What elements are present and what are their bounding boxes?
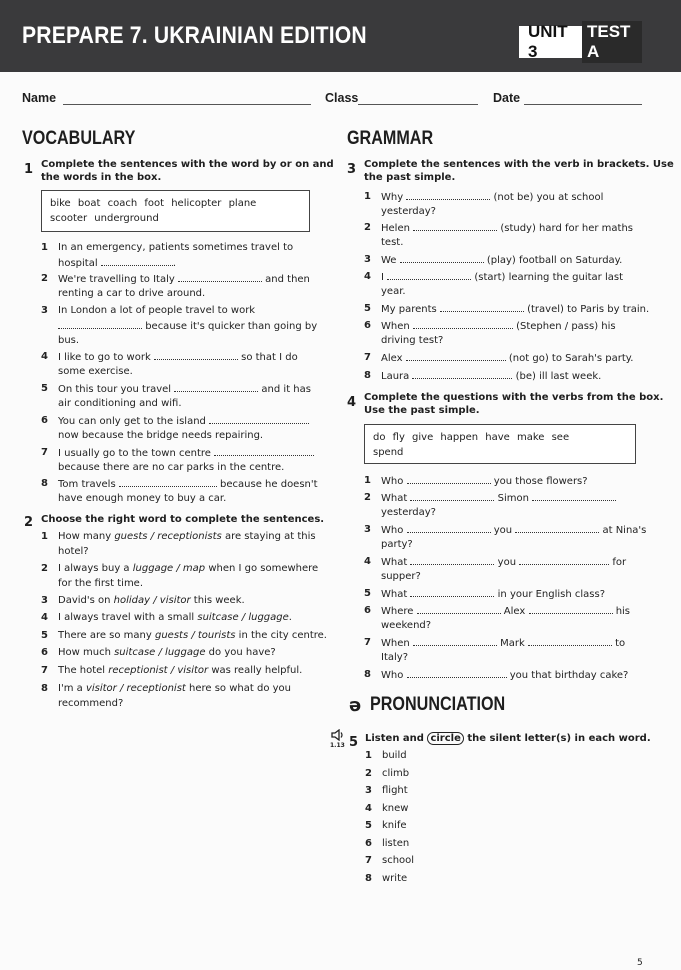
answer-blank[interactable]	[406, 351, 506, 361]
answer-blank[interactable]	[400, 253, 484, 263]
answer-blank[interactable]	[515, 523, 599, 533]
exercise-number: 5	[349, 735, 359, 750]
answer-blank[interactable]	[519, 555, 609, 565]
exercise-instructions: Complete the sentences with the verb in brackets. Use the past simple.	[364, 159, 674, 183]
answer-blank[interactable]	[387, 270, 471, 280]
word-choice[interactable]: guests / tourists	[154, 630, 236, 641]
class-label: Class	[325, 91, 359, 105]
pronunciation-heading: PRONUNCIATION	[370, 694, 506, 715]
unit-badge	[519, 22, 642, 61]
name-label: Name	[22, 91, 57, 105]
header-banner	[0, 0, 681, 72]
answer-blank[interactable]	[417, 604, 501, 614]
word-choice[interactable]: guests / receptionists	[114, 531, 222, 542]
answer-blank[interactable]	[209, 414, 309, 424]
answer-blank[interactable]	[413, 221, 497, 231]
date-line[interactable]	[524, 104, 642, 105]
page-number: 5	[637, 958, 643, 968]
answer-blank[interactable]	[214, 446, 314, 456]
date-label: Date	[493, 91, 521, 105]
answer-blank[interactable]	[119, 477, 217, 487]
answer-blank[interactable]	[529, 604, 613, 614]
answer-blank[interactable]	[528, 636, 612, 646]
answer-blank[interactable]	[410, 587, 494, 597]
word-choice[interactable]: holiday / visitor	[113, 595, 191, 606]
exercise-instructions: Complete the questions with the verbs from the box. Use the past simple.	[364, 392, 664, 416]
unit-label: UNIT 3	[528, 22, 568, 61]
circle-word: circle	[427, 732, 463, 745]
answer-blank[interactable]	[407, 523, 491, 533]
answer-blank[interactable]	[58, 319, 142, 329]
answer-blank[interactable]	[412, 369, 512, 379]
word-choice[interactable]: visitor / receptionist	[85, 683, 186, 694]
vocabulary-heading: VOCABULARY	[22, 128, 136, 149]
answer-blank[interactable]	[407, 474, 491, 484]
word-choice[interactable]: luggage / map	[132, 563, 206, 574]
answer-blank[interactable]	[532, 491, 616, 501]
test-label: TEST A	[582, 21, 642, 63]
word-box: bike boat coach foot helicopter plane scooter underground	[41, 190, 310, 232]
answer-blank[interactable]	[406, 190, 490, 200]
answer-blank[interactable]	[440, 302, 524, 312]
exercise-instructions: Listen and circle the silent letter(s) in each word.	[365, 733, 651, 744]
class-line[interactable]	[358, 104, 478, 105]
exercise-number: 1	[24, 162, 34, 177]
word-choice[interactable]: receptionist / visitor	[108, 665, 209, 676]
answer-blank[interactable]	[101, 256, 173, 266]
exercise-number: 2	[24, 515, 34, 530]
answer-blank[interactable]	[413, 319, 513, 329]
exercise-number: 3	[347, 162, 357, 177]
answer-blank[interactable]	[410, 491, 494, 501]
schwa-icon: ə	[349, 695, 362, 716]
word-box: do fly give happen have make see spend	[364, 424, 636, 464]
exercise-instructions: Complete the sentences with the word by or on and the words in the box.	[41, 159, 334, 183]
answer-blank[interactable]	[174, 382, 258, 392]
exercise-number: 4	[347, 395, 357, 410]
answer-blank[interactable]	[178, 272, 262, 282]
answer-blank[interactable]	[407, 668, 507, 678]
word-choice[interactable]: suitcase / luggage	[114, 647, 206, 658]
word-choice[interactable]: suitcase / luggage	[197, 612, 289, 623]
name-line[interactable]	[63, 104, 311, 105]
answer-blank[interactable]	[154, 350, 238, 360]
answer-blank[interactable]	[410, 555, 494, 565]
grammar-heading: GRAMMAR	[347, 128, 434, 149]
answer-blank[interactable]	[413, 636, 497, 646]
book-title: PREPARE 7. UKRAINIAN EDITION	[22, 22, 367, 49]
audio-track-label: 1.13	[330, 742, 345, 749]
exercise-instructions: Choose the right word to complete the sentences.	[41, 514, 325, 525]
